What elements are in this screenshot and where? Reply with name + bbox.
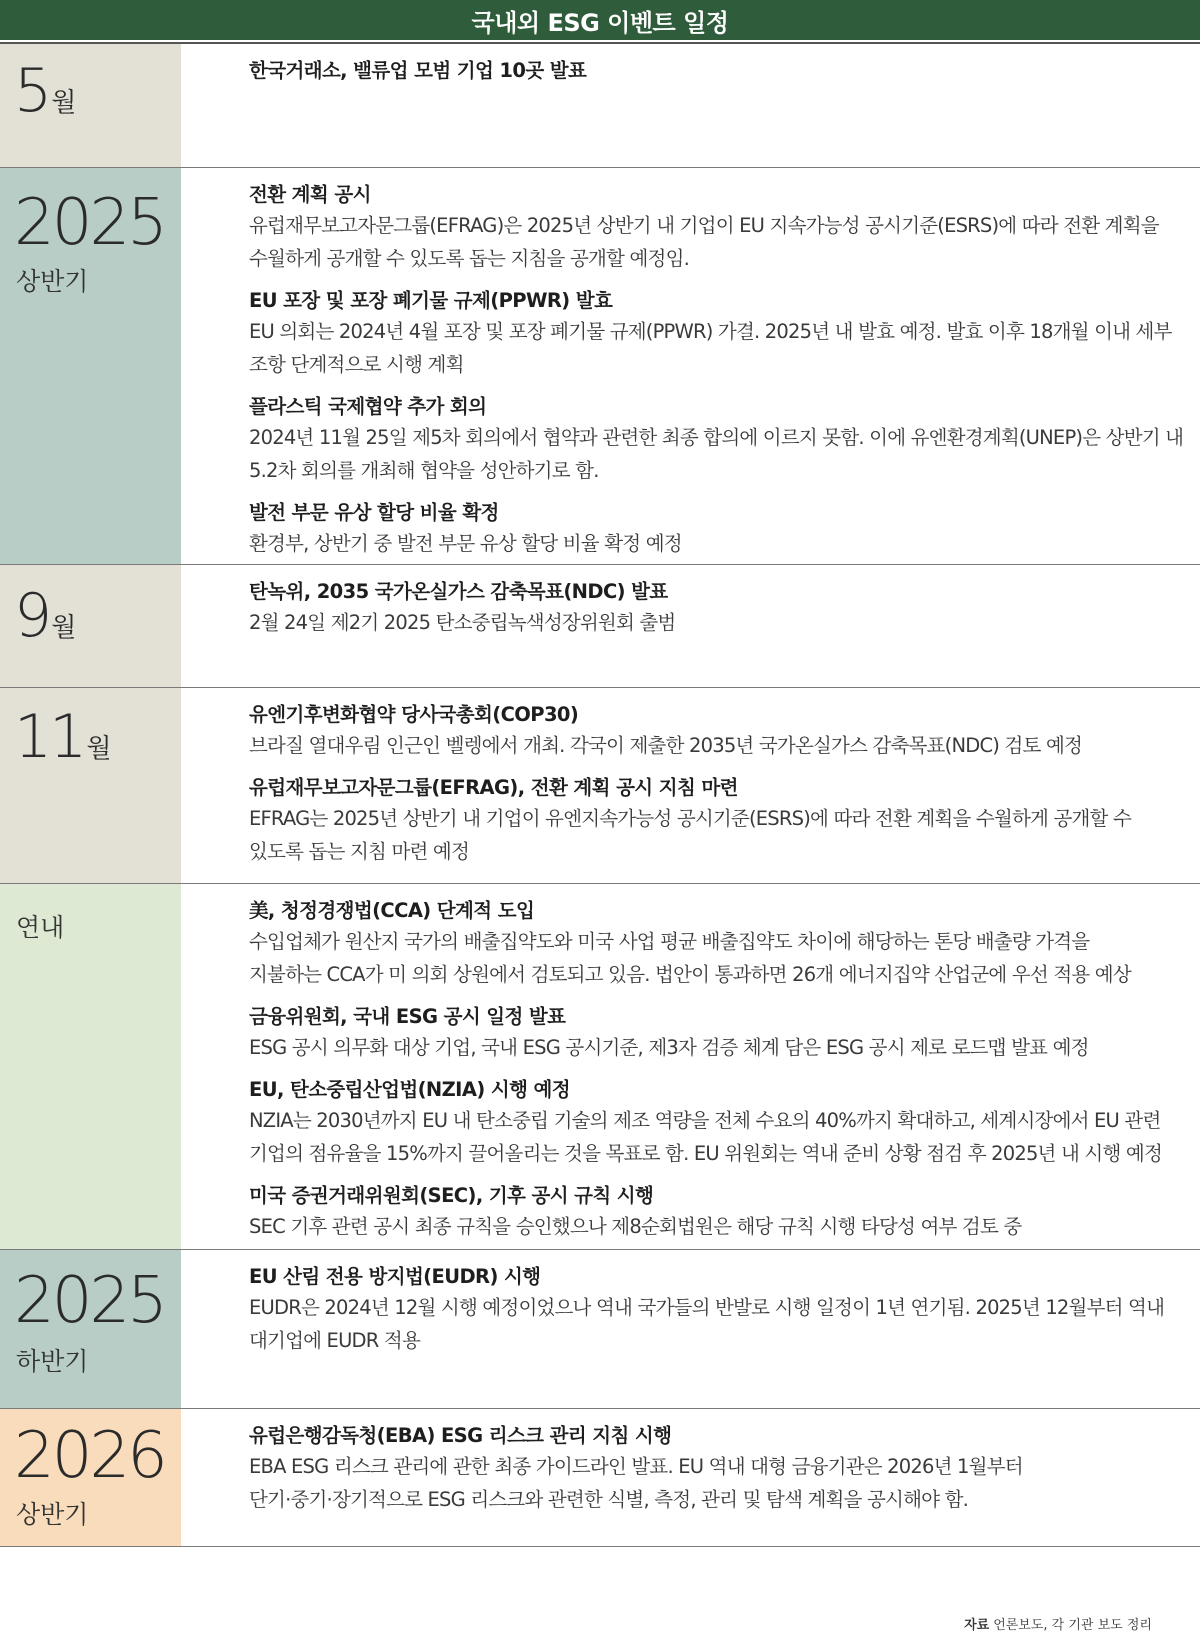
event-desc-line: 2024년 11월 25일 제5차 회의에서 협약과 관련한 최종 합의에 이르지 못함. 이에 유엔환경계획(UNEP)은 상반기 내 <box>249 426 1184 449</box>
row-label-big: 2025 <box>14 1264 165 1338</box>
event-desc-line: 유럽재무보고자문그룹(EFRAG)은 2025년 상반기 내 기업이 EU 지속가능성 공시기준(ESRS)에 따라 전환 계획을 <box>249 214 1159 237</box>
row-label-big: 9월 <box>14 581 77 651</box>
event-title: 유럽은행감독청(EBA) ESG 리스크 관리 지침 시행 <box>249 1424 672 1447</box>
event-desc-line: 브라질 열대우림 인근인 벨렝에서 개최. 각국이 제출한 2035년 국가온실가스 감축목표(NDC) 검토 예정 <box>249 734 1083 757</box>
event-title: 탄녹위, 2035 국가온실가스 감축목표(NDC) 발표 <box>249 580 668 603</box>
event-desc-line: 5.2차 회의를 개최해 협약을 성안하기로 함. <box>249 459 599 482</box>
event-title: EU 산림 전용 방지법(EUDR) 시행 <box>249 1265 541 1288</box>
event-desc-line: 2월 24일 제2기 2025 탄소중립녹색성장위원회 출범 <box>249 611 676 634</box>
row-label-big: 5월 <box>14 56 77 126</box>
schedule-row-sep <box>0 565 1200 688</box>
event-desc-line: 조항 단계적으로 시행 계획 <box>249 353 464 376</box>
row-content <box>181 884 1200 1249</box>
event-desc-line: EU 의회는 2024년 4월 포장 및 포장 폐기물 규제(PPWR) 가결. 2025년 내 발효 예정. 발효 이후 18개월 이내 세부 <box>249 320 1172 343</box>
source-note <box>964 1614 1152 1633</box>
event-title: 미국 증권거래위원회(SEC), 기후 공시 규칙 시행 <box>249 1184 654 1207</box>
row-label-big: 11월 <box>14 702 112 772</box>
event-desc-line: ESG 공시 의무화 대상 기업, 국내 ESG 공시기준, 제3자 검증 체계 담은 ESG 공시 제로 로드맵 발표 예정 <box>249 1036 1089 1059</box>
event-desc-line: EFRAG는 2025년 상반기 내 기업이 유엔지속가능성 공시기준(ESRS)에 따라 전환 계획을 수월하게 공개할 수 <box>249 807 1131 830</box>
row-label <box>0 1250 181 1408</box>
event-title: 발전 부문 유상 할당 비율 확정 <box>249 501 499 524</box>
row-content <box>181 168 1200 564</box>
event-title: 플라스틱 국제협약 추가 회의 <box>249 395 487 418</box>
event-desc-line: EUDR은 2024년 12월 시행 예정이었으나 역내 국가들의 반발로 시행 일정이 1년 연기됨. 2025년 12월부터 역내 <box>249 1296 1165 1319</box>
header-bar <box>0 0 1200 40</box>
row-content <box>181 565 1200 687</box>
event-title: 유엔기후변화협약 당사국총회(COP30) <box>249 703 579 726</box>
row-content <box>181 1250 1200 1408</box>
row-label <box>0 884 181 1249</box>
row-label <box>0 44 181 167</box>
row-content <box>181 44 1200 167</box>
schedule-row-2025-h1 <box>0 168 1200 565</box>
row-label <box>0 688 181 883</box>
event-desc-line: 기업의 점유율을 15%까지 끌어올리는 것을 목표로 함. EU 위원회는 역내 준비 상황 점검 후 2025년 내 시행 예정 <box>249 1142 1162 1165</box>
event-title: 금융위원회, 국내 ESG 공시 일정 발표 <box>249 1005 566 1028</box>
row-label-big: 2025 <box>14 186 165 260</box>
event-title: 전환 계획 공시 <box>249 183 371 206</box>
event-title: 한국거래소, 밸류업 모범 기업 10곳 발표 <box>249 59 587 82</box>
header-title: 국내외 ESG 이벤트 일정 <box>471 8 729 37</box>
event-desc-line: NZIA는 2030년까지 EU 내 탄소중립 기술의 제조 역량을 전체 수요의 40%까지 확대하고, 세계시장에서 EU 관련 <box>249 1109 1161 1132</box>
row-label-sub: 하반기 <box>16 1347 89 1376</box>
event-title: 美, 청정경쟁법(CCA) 단계적 도입 <box>249 899 535 922</box>
row-label <box>0 1409 181 1546</box>
row-label-sub: 상반기 <box>16 267 89 296</box>
event-desc-line: 단기·중기·장기적으로 ESG 리스크와 관련한 식별, 측정, 관리 및 탐색 계획을 공시해야 함. <box>249 1488 969 1511</box>
row-label <box>0 168 181 564</box>
event-desc-line: SEC 기후 관련 공시 최종 규칙을 승인했으나 제8순회법원은 해당 규칙 시행 타당성 여부 검토 중 <box>249 1215 1022 1238</box>
schedule-row-within-year <box>0 884 1200 1250</box>
schedule-row-may <box>0 44 1200 168</box>
row-content <box>181 1409 1200 1546</box>
event-title: EU 포장 및 포장 폐기물 규제(PPWR) 발효 <box>249 289 613 312</box>
row-label-big: 2026 <box>14 1419 165 1493</box>
row-label-sub: 상반기 <box>16 1500 89 1529</box>
event-title: EU, 탄소중립산업법(NZIA) 시행 예정 <box>249 1078 570 1101</box>
source-text: 언론보도, 각 기관 보도 정리 <box>993 1618 1152 1633</box>
event-desc-line: 수월하게 공개할 수 있도록 돕는 지침을 공개할 예정임. <box>249 247 690 270</box>
source-label: 자료 <box>964 1618 990 1633</box>
schedule-row-nov <box>0 688 1200 884</box>
event-desc-line: 대기업에 EUDR 적용 <box>249 1329 420 1352</box>
row-content <box>181 688 1200 883</box>
event-desc-line: EBA ESG 리스크 관리에 관한 최종 가이드라인 발표. EU 역내 대형 금융기관은 2026년 1월부터 <box>249 1455 1023 1478</box>
schedule-row-2026-h1 <box>0 1409 1200 1547</box>
schedule-table <box>0 42 1200 1547</box>
event-desc-line: 수입업체가 원산지 국가의 배출집약도와 미국 사업 평균 배출집약도 차이에 해당하는 톤당 배출량 가격을 <box>249 930 1090 953</box>
row-label <box>0 565 181 687</box>
event-desc-line: 있도록 돕는 지침 마련 예정 <box>249 840 470 863</box>
event-desc-line: 지불하는 CCA가 미 의회 상원에서 검토되고 있음. 법안이 통과하면 26개 에너지집약 산업군에 우선 적용 예상 <box>249 963 1131 986</box>
event-desc-line: 환경부, 상반기 중 발전 부문 유상 할당 비율 확정 예정 <box>249 532 682 555</box>
event-title: 유럽재무보고자문그룹(EFRAG), 전환 계획 공시 지침 마련 <box>249 776 738 799</box>
schedule-row-2025-h2 <box>0 1250 1200 1409</box>
row-label-plain: 연내 <box>16 913 65 942</box>
